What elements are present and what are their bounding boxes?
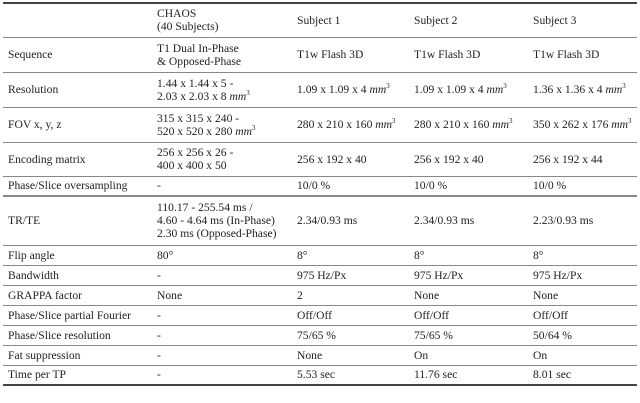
cell-text-line: 2.34/0.93 ms bbox=[297, 214, 358, 228]
table-cell bbox=[409, 37, 528, 72]
table-cell bbox=[528, 265, 637, 285]
cell-text-line: 1.44 x 1.44 x 5 - bbox=[157, 76, 234, 90]
table-row bbox=[3, 72, 637, 107]
table-cell bbox=[292, 345, 409, 365]
row-label: GRAPPA factor bbox=[3, 285, 152, 305]
cell-text-line: (40 Subjects) bbox=[157, 20, 219, 34]
cell-text-line: - bbox=[157, 328, 161, 342]
table-row bbox=[3, 265, 637, 285]
cell-text-line: 2 bbox=[297, 288, 303, 302]
cell-text-line: T1 Dual In-Phase bbox=[157, 41, 239, 55]
cell-text-line: 80° bbox=[157, 248, 174, 262]
row-label: Encoding matrix bbox=[3, 142, 152, 176]
table-cell bbox=[152, 72, 292, 107]
table-row bbox=[3, 305, 637, 325]
table-cell bbox=[528, 176, 637, 196]
row-label: Fat suppression bbox=[3, 345, 152, 365]
table-cell bbox=[152, 37, 292, 72]
table-cell bbox=[292, 72, 409, 107]
cell-text-line: CHAOS bbox=[157, 7, 197, 21]
cell-text-line: Subject 1 bbox=[297, 13, 341, 27]
cell-text-line: - bbox=[157, 348, 161, 362]
cell-text-line: 975 Hz/Px bbox=[533, 268, 583, 282]
cell-text-line: 975 Hz/Px bbox=[414, 268, 464, 282]
cell-text-line: 50/64 % bbox=[533, 328, 572, 342]
table-row bbox=[3, 196, 637, 245]
cell-text-line: 280 x 210 x 160 bbox=[297, 118, 376, 131]
cell-text-line: Subject 3 bbox=[533, 13, 577, 27]
row-label: Flip angle bbox=[3, 245, 152, 265]
table-cell bbox=[409, 196, 528, 245]
row-label: Resolution bbox=[3, 72, 152, 107]
table-cell bbox=[409, 305, 528, 325]
unit-exponent: 3 bbox=[622, 82, 626, 90]
cell-text-line: 10/0 % bbox=[414, 179, 448, 193]
table-cell bbox=[292, 176, 409, 196]
cell-text-line: None bbox=[297, 348, 323, 362]
column-header bbox=[409, 3, 528, 37]
unit-mm: mm bbox=[611, 118, 629, 131]
table-cell bbox=[409, 265, 528, 285]
table-cell bbox=[528, 107, 637, 142]
table-cell bbox=[292, 325, 409, 345]
unit-mm: mm bbox=[486, 83, 504, 96]
cell-text-line: None bbox=[414, 288, 440, 302]
cell-text-line: 350 x 262 x 176 bbox=[533, 118, 612, 131]
table-cell bbox=[152, 176, 292, 196]
cell-text-line: 4.60 - 4.64 ms (In-Phase) bbox=[157, 214, 275, 228]
cell-text-line: 75/65 % bbox=[297, 328, 336, 342]
table-cell bbox=[152, 196, 292, 245]
cell-text-line: 11.76 sec bbox=[414, 368, 458, 382]
cell-text-line: 256 x 192 x 40 bbox=[297, 152, 367, 166]
table-cell bbox=[292, 196, 409, 245]
table-cell bbox=[528, 365, 637, 385]
table-cell bbox=[409, 365, 528, 385]
table-cell bbox=[292, 365, 409, 385]
table-cell bbox=[528, 37, 637, 72]
cell-text-line: T1w Flash 3D bbox=[297, 48, 364, 61]
table-row bbox=[3, 176, 637, 196]
unit-exponent: 3 bbox=[509, 117, 513, 125]
cell-text-line: 75/65 % bbox=[414, 328, 453, 342]
table-cell bbox=[152, 142, 292, 176]
cell-text-line: None bbox=[157, 288, 183, 302]
mri-parameters-table bbox=[3, 2, 637, 386]
cell-text-line: Subject 2 bbox=[414, 13, 458, 27]
table-cell bbox=[409, 176, 528, 196]
table-cell bbox=[528, 345, 637, 365]
cell-text-line: 5.53 sec bbox=[297, 368, 335, 382]
table-cell bbox=[152, 285, 292, 305]
cell-text-line: 8° bbox=[414, 248, 425, 262]
unit-mm: mm bbox=[235, 124, 253, 138]
table-cell bbox=[528, 196, 637, 245]
cell-text-line: Off/Off bbox=[414, 308, 449, 322]
unit-exponent: 3 bbox=[392, 117, 396, 125]
unit-exponent: 3 bbox=[503, 82, 507, 90]
column-header bbox=[528, 3, 637, 37]
table-cell bbox=[528, 325, 637, 345]
cell-text-line: 2.30 ms (Opposed-Phase) bbox=[157, 227, 277, 241]
table-cell bbox=[528, 245, 637, 265]
table-row bbox=[3, 345, 637, 365]
cell-text-line: 10/0 % bbox=[297, 179, 331, 193]
cell-text-line: 2.34/0.93 ms bbox=[414, 214, 475, 228]
table-cell bbox=[528, 72, 637, 107]
unit-mm: mm bbox=[369, 83, 387, 96]
cell-text-line: 2.23/0.93 ms bbox=[533, 214, 594, 228]
column-header bbox=[292, 3, 409, 37]
cell-text-line: - bbox=[157, 308, 161, 322]
table-cell bbox=[152, 245, 292, 265]
column-header bbox=[152, 3, 292, 37]
unit-mm: mm bbox=[605, 83, 623, 96]
table-cell bbox=[152, 365, 292, 385]
cell-text-line: T1w Flash 3D bbox=[533, 48, 600, 61]
table-cell bbox=[409, 142, 528, 176]
cell-text-line: & Opposed-Phase bbox=[157, 54, 242, 68]
cell-text-line: 975 Hz/Px bbox=[297, 268, 347, 282]
row-label: Sequence bbox=[3, 37, 152, 72]
table-cell bbox=[292, 245, 409, 265]
table-cell bbox=[409, 245, 528, 265]
table-row bbox=[3, 142, 637, 176]
table-row bbox=[3, 107, 637, 142]
cell-text-line: 256 x 192 x 44 bbox=[533, 152, 603, 166]
cell-text-line: 280 x 210 x 160 bbox=[414, 118, 493, 131]
unit-mm: mm bbox=[229, 89, 247, 103]
header-row bbox=[3, 3, 637, 37]
cell-text-line: 256 x 192 x 40 bbox=[414, 152, 484, 166]
table-cell bbox=[292, 305, 409, 325]
cell-text-line: 520 x 520 x 280 bbox=[157, 124, 236, 138]
table-row bbox=[3, 285, 637, 305]
row-label: Bandwidth bbox=[3, 265, 152, 285]
cell-text-line: 315 x 315 x 240 - bbox=[157, 111, 240, 125]
cell-text-line: T1w Flash 3D bbox=[414, 48, 481, 61]
table-row bbox=[3, 325, 637, 345]
cell-text-line: 1.09 x 1.09 x 4 bbox=[414, 83, 487, 96]
cell-text-line: 8° bbox=[297, 248, 308, 262]
table-cell bbox=[292, 285, 409, 305]
cell-text-line: Off/Off bbox=[533, 308, 568, 322]
table-cell bbox=[152, 325, 292, 345]
cell-text-line: 1.36 x 1.36 x 4 bbox=[533, 83, 606, 96]
table-cell bbox=[409, 345, 528, 365]
cell-text-line: - bbox=[157, 368, 161, 382]
cell-text-line: 110.17 - 255.54 ms / bbox=[157, 201, 253, 215]
cell-text-line: None bbox=[533, 288, 559, 302]
table-cell bbox=[409, 285, 528, 305]
row-label: Phase/Slice resolution bbox=[3, 325, 152, 345]
table-cell bbox=[528, 285, 637, 305]
table-cell bbox=[409, 325, 528, 345]
table-cell bbox=[152, 345, 292, 365]
cell-text-line: 400 x 400 x 50 bbox=[157, 159, 227, 172]
table-cell bbox=[409, 72, 528, 107]
cell-text-line: 10/0 % bbox=[533, 179, 567, 193]
table-cell bbox=[152, 305, 292, 325]
table-cell bbox=[528, 305, 637, 325]
unit-exponent: 3 bbox=[252, 123, 256, 132]
cell-text-line: Off/Off bbox=[297, 308, 332, 322]
cell-text-line: On bbox=[533, 348, 548, 362]
row-label: Phase/Slice oversampling bbox=[3, 176, 152, 196]
table-cell bbox=[409, 107, 528, 142]
row-label: FOV x, y, z bbox=[3, 107, 152, 142]
cell-text-line: - bbox=[157, 179, 161, 193]
cell-text-line: 2.03 x 2.03 x 8 bbox=[157, 89, 230, 103]
table-cell bbox=[292, 37, 409, 72]
cell-text-line: 8.01 sec bbox=[533, 368, 571, 382]
unit-exponent: 3 bbox=[246, 88, 250, 97]
table-cell bbox=[292, 107, 409, 142]
column-header bbox=[3, 3, 152, 37]
unit-exponent: 3 bbox=[628, 117, 632, 125]
row-label: Phase/Slice partial Fourier bbox=[3, 305, 152, 325]
row-label: TR/TE bbox=[3, 196, 152, 245]
unit-exponent: 3 bbox=[386, 82, 390, 90]
unit-mm: mm bbox=[375, 118, 393, 131]
table-row bbox=[3, 245, 637, 265]
table-cell bbox=[292, 142, 409, 176]
row-label: Time per TP bbox=[3, 365, 152, 385]
cell-text-line: 256 x 256 x 26 - bbox=[157, 146, 234, 159]
cell-text-line: 1.09 x 1.09 x 4 bbox=[297, 83, 370, 96]
table-cell bbox=[292, 265, 409, 285]
table-cell bbox=[152, 265, 292, 285]
cell-text-line: On bbox=[414, 348, 429, 362]
table-cell bbox=[528, 142, 637, 176]
table-cell bbox=[152, 107, 292, 142]
table-row bbox=[3, 365, 637, 385]
cell-text-line: - bbox=[157, 268, 161, 282]
unit-mm: mm bbox=[492, 118, 510, 131]
cell-text-line: 8° bbox=[533, 248, 544, 262]
table-row bbox=[3, 37, 637, 72]
